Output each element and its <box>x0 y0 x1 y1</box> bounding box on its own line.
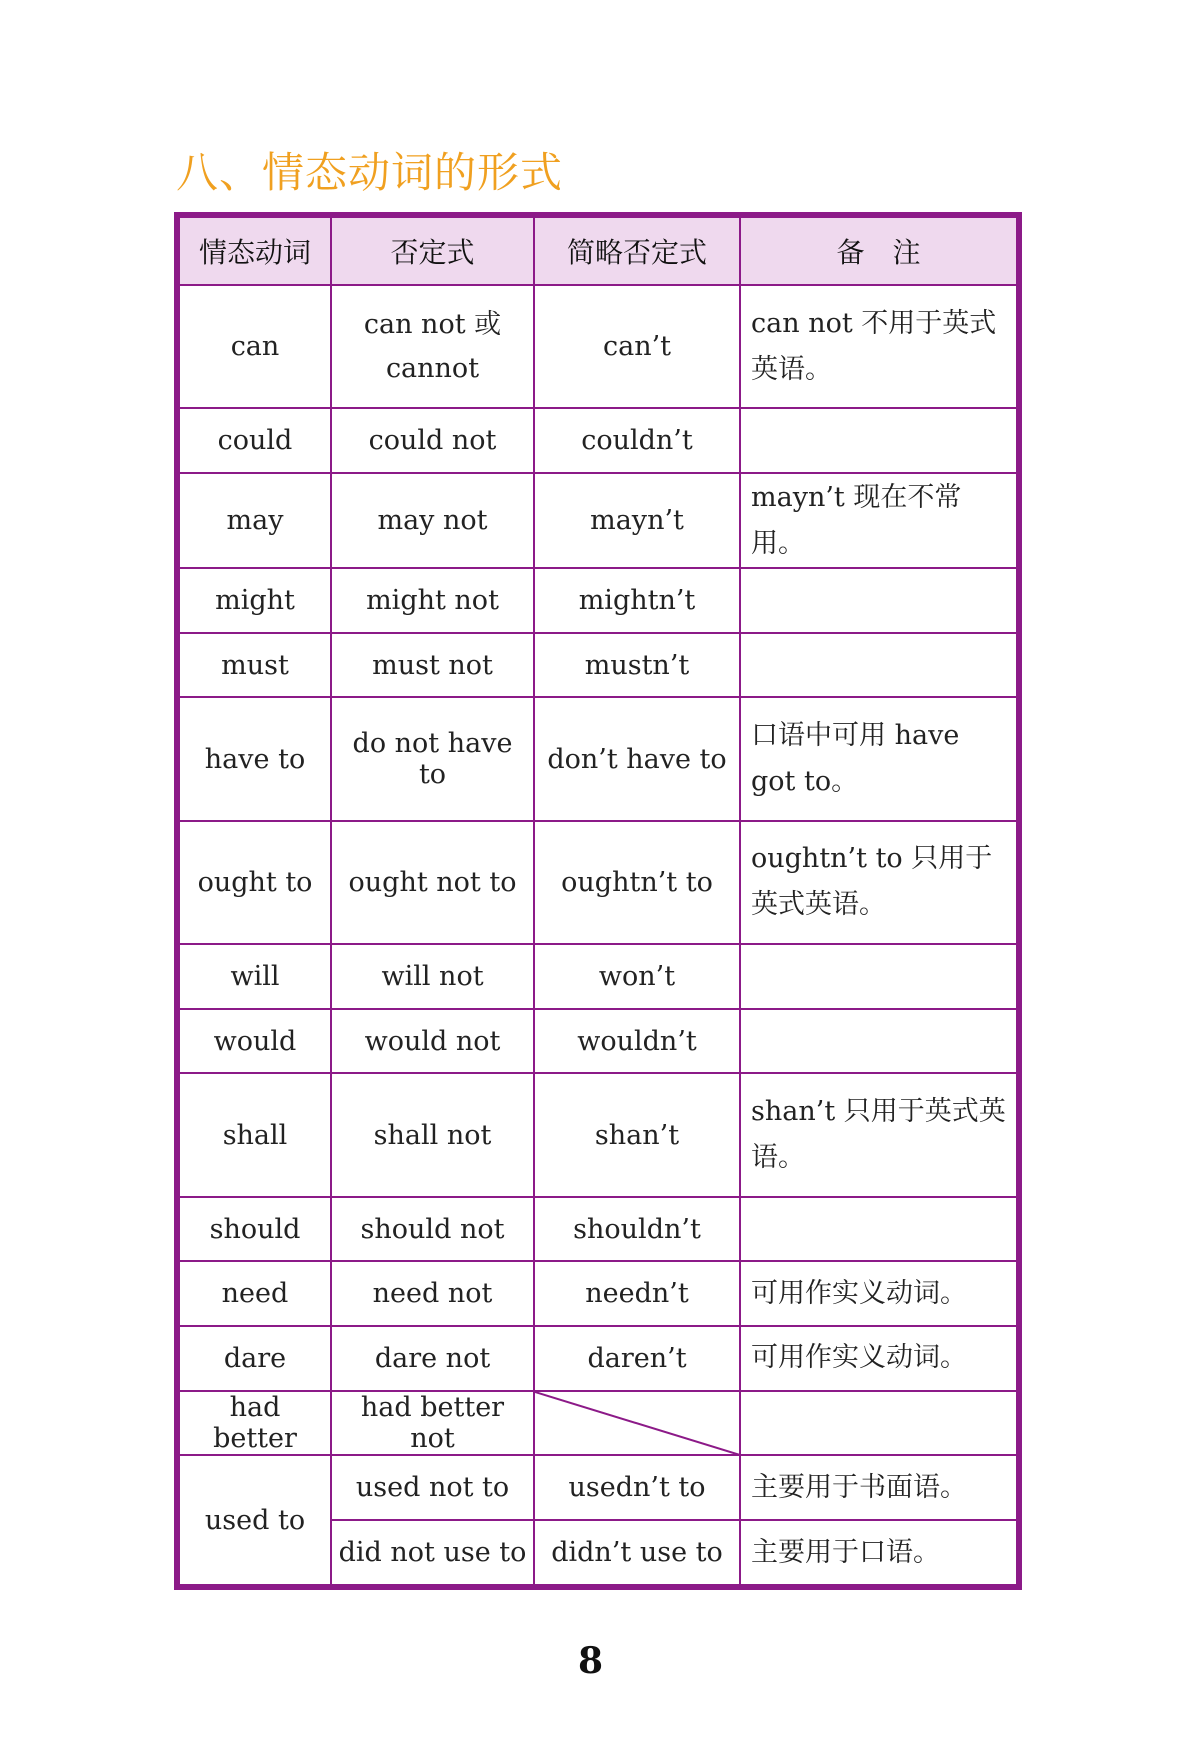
table-row <box>177 1073 1019 1196</box>
negative-cell: would not <box>331 1009 534 1074</box>
verb-cell: need <box>177 1261 331 1326</box>
page-title: 八、情态动词的形式 <box>176 148 564 197</box>
negative-cell: had better not <box>331 1391 534 1456</box>
short-cell: mustn’t <box>534 633 740 698</box>
verb-cell: have to <box>177 697 331 820</box>
verb-cell: dare <box>177 1326 331 1391</box>
verb-cell: could <box>177 408 331 473</box>
short-cell: daren’t <box>534 1326 740 1391</box>
verb-cell: ought to <box>177 821 331 944</box>
table-row <box>177 408 1019 473</box>
diagonal-line <box>535 1392 739 1455</box>
table-row <box>177 821 1019 944</box>
verb-cell: must <box>177 633 331 698</box>
table-row <box>177 944 1019 1009</box>
note-cell: can not 不用于英式英语。 <box>740 285 1019 408</box>
short-cell: shouldn’t <box>534 1197 740 1262</box>
verb-cell: will <box>177 944 331 1009</box>
table-row <box>177 1455 1019 1520</box>
note-cell: mayn’t 现在不常用。 <box>740 473 1019 568</box>
table-row <box>177 1197 1019 1262</box>
table-row <box>177 473 1019 568</box>
table-row <box>177 1009 1019 1074</box>
table-row <box>177 1261 1019 1326</box>
table-row <box>177 1326 1019 1391</box>
verb-cell: should <box>177 1197 331 1262</box>
short-cell: usedn’t to <box>534 1455 740 1520</box>
negative-cell <box>331 285 534 408</box>
negative-cell: could not <box>331 408 534 473</box>
negative-cell: must not <box>331 633 534 698</box>
short-cell: mightn’t <box>534 568 740 633</box>
short-cell: couldn’t <box>534 408 740 473</box>
note-cell <box>740 1009 1019 1074</box>
negative-cell: used not to <box>331 1455 534 1520</box>
note-cell: 可用作实义动词。 <box>740 1326 1019 1391</box>
short-cell: mayn’t <box>534 473 740 568</box>
short-cell: needn’t <box>534 1261 740 1326</box>
note-cell: 口语中可用 have got to。 <box>740 697 1019 820</box>
negative-cell: ought not to <box>331 821 534 944</box>
verb-cell: used to <box>177 1455 331 1587</box>
short-cell: won’t <box>534 944 740 1009</box>
negative-cell: shall not <box>331 1073 534 1196</box>
negative-cell: might not <box>331 568 534 633</box>
header-modal-verb: 情态动词 <box>177 215 331 285</box>
note-cell <box>740 1197 1019 1262</box>
short-cell: didn’t use to <box>534 1520 740 1587</box>
empty-diagonal-cell <box>534 1391 740 1456</box>
header-negative: 否定式 <box>331 215 534 285</box>
note-cell: shan’t 只用于英式英语。 <box>740 1073 1019 1196</box>
negative-cell: dare not <box>331 1326 534 1391</box>
table-row <box>177 633 1019 698</box>
verb-cell: might <box>177 568 331 633</box>
modal-verb-table <box>174 212 1022 1590</box>
negative-cell: do not have to <box>331 697 534 820</box>
short-cell: can’t <box>534 285 740 408</box>
note-cell <box>740 408 1019 473</box>
verb-cell: may <box>177 473 331 568</box>
note-cell: 主要用于书面语。 <box>740 1455 1019 1520</box>
short-cell: shan’t <box>534 1073 740 1196</box>
table-row <box>177 1391 1019 1456</box>
negative-line: can not 或 <box>363 308 502 340</box>
header-row <box>177 215 1019 285</box>
verb-cell: would <box>177 1009 331 1074</box>
header-notes: 备 注 <box>740 215 1019 285</box>
verb-cell: can <box>177 285 331 408</box>
header-short-negative: 简略否定式 <box>534 215 740 285</box>
note-cell <box>740 944 1019 1009</box>
verb-cell: shall <box>177 1073 331 1196</box>
verb-cell: had better <box>177 1391 331 1456</box>
negative-cell: did not use to <box>331 1520 534 1587</box>
note-cell: oughtn’t to 只用于英式英语。 <box>740 821 1019 944</box>
short-cell: oughtn’t to <box>534 821 740 944</box>
negative-line: cannot <box>385 352 480 384</box>
table-row <box>177 285 1019 408</box>
negative-cell: need not <box>331 1261 534 1326</box>
negative-cell: may not <box>331 473 534 568</box>
note-cell: 可用作实义动词。 <box>740 1261 1019 1326</box>
negative-cell: should not <box>331 1197 534 1262</box>
short-cell: don’t have to <box>534 697 740 820</box>
note-cell <box>740 568 1019 633</box>
table-row <box>177 697 1019 820</box>
note-cell <box>740 1391 1019 1456</box>
table-row <box>177 568 1019 633</box>
short-cell: wouldn’t <box>534 1009 740 1074</box>
page-number: 8 <box>577 1640 604 1682</box>
negative-cell: will not <box>331 944 534 1009</box>
note-cell <box>740 633 1019 698</box>
note-cell: 主要用于口语。 <box>740 1520 1019 1587</box>
